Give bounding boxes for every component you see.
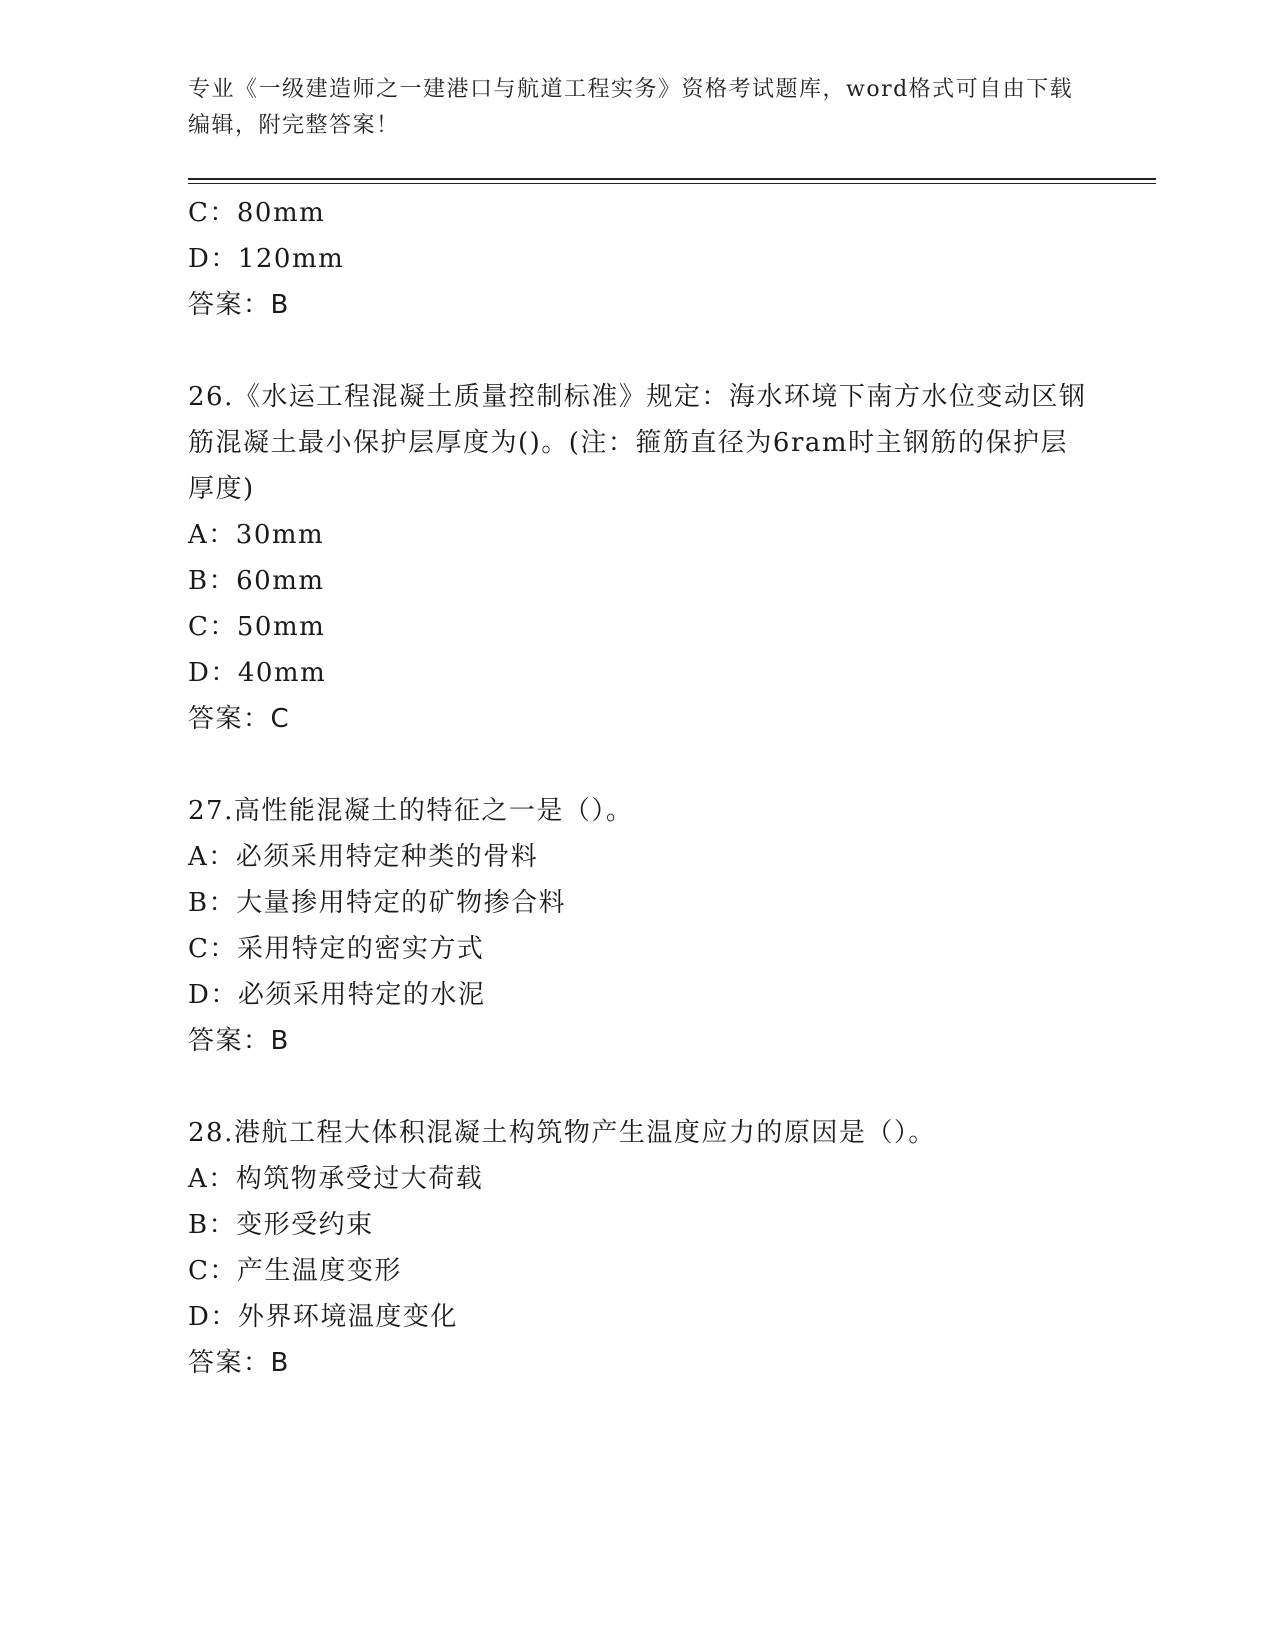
spacer [188,328,1088,374]
option-a: A：必须采用特定种类的骨料 [188,842,539,872]
option-a: A：构筑物承受过大荷载 [188,1164,484,1194]
answer-line: 答案：B [188,1348,290,1378]
option-d: D：外界环境温度变化 [188,1302,458,1332]
answer-line: 答案：B [188,290,290,320]
header-rule-thin [188,183,1156,184]
answer-line: 答案：C [188,704,291,734]
spacer [188,742,1088,788]
question-text: 26.《水运工程混凝土质量控制标准》规定：海水环境下南方水位变动区钢筋混凝土最小保护层厚度为()。(注：箍筋直径为6ram时主钢筋的保护层厚度) [188,382,1087,504]
question-text: 28.港航工程大体积混凝土构筑物产生温度应力的原因是（）。 [188,1118,936,1148]
document-header: 专业《一级建造师之一建港口与航道工程实务》资格考试题库，word格式可自由下载编辑，附完整答案！ [188,77,1074,138]
spacer [188,1064,1088,1110]
option-d: D：必须采用特定的水泥 [188,980,486,1010]
question-28 [188,1110,1088,1386]
option-c: C：采用特定的密实方式 [188,934,485,964]
question-text: 27.高性能混凝土的特征之一是（）。 [188,796,634,826]
question-content [188,190,1088,1386]
option-d: D：40mm [188,658,327,688]
header-rule-thick [188,178,1156,180]
option-b: B：60mm [188,566,325,596]
option-b: B：大量掺用特定的矿物掺合料 [188,888,567,918]
option-d: D：120mm [188,244,345,274]
previous-question-tail [188,190,1088,328]
answer-line: 答案：B [188,1026,290,1056]
option-c: C：50mm [188,612,326,642]
option-c: C：80mm [188,198,326,228]
question-26 [188,374,1088,742]
question-27 [188,788,1088,1064]
option-a: A：30mm [188,520,325,550]
option-c: C：产生温度变形 [188,1256,402,1286]
option-b: B：变形受约束 [188,1210,374,1240]
